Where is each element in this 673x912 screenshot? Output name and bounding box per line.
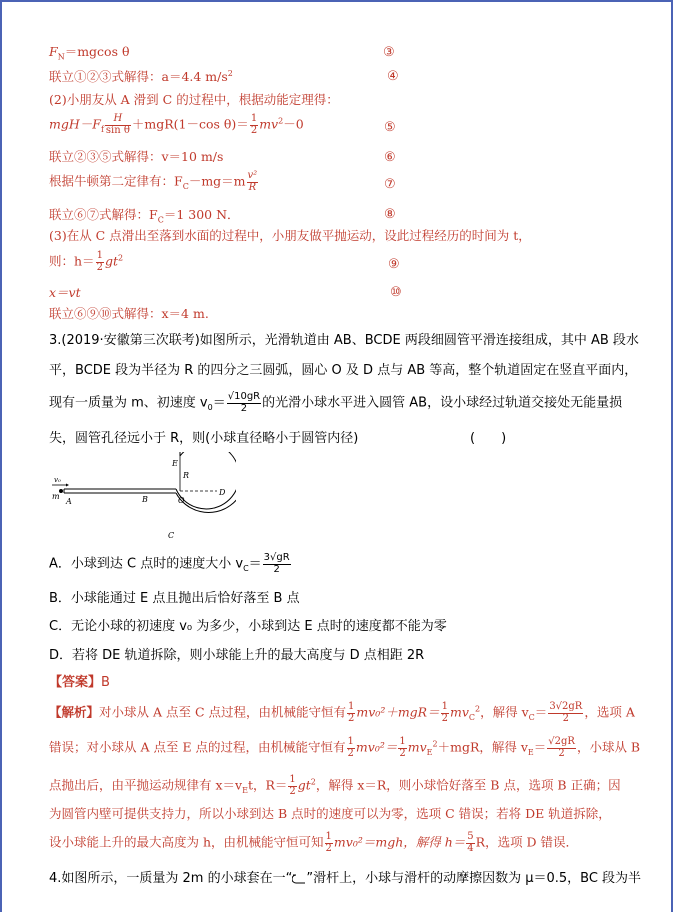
label-d: D — [219, 488, 226, 497]
solution-line: (2)小朋友从 A 滑到 C 的过程中，根据动能定理得： — [49, 92, 339, 107]
analysis-line-2: 错误；对小球从 A 点至 E 点的过程，由机械能守恒有 $\frac{1}{2}$ mv₀²＝ $\frac{1}{2}$ $mv_E^2+mgR$，解得 $v_E=$ $\frac{√2gR}{2}$ ，小球从 B — [49, 736, 641, 759]
answer-paren: ( ) — [470, 431, 507, 446]
analysis-line-5: 设小球能上升的最大高度为 h，由机械能守恒可知 $\frac{1}{2}$ mv₀²＝mgh，解得 h＝ $\frac{5}{4}$ R，选项 D 错误． — [49, 831, 579, 854]
equation-number: ⑤ — [384, 120, 396, 135]
solution-line: 联立①②③式解得：a＝4.4 $m/s^2$ — [49, 69, 233, 85]
track-diagram — [46, 452, 236, 544]
next-question-text: 4.如图所示，一质量为 2m 的小球套在一“ ”滑杆上，小球与滑杆的动摩擦因数为 μ＝0.5，BC 段为半 — [49, 871, 642, 886]
equation-number: ⑩ — [390, 285, 402, 300]
label-v0: v₀ — [54, 476, 61, 484]
option-d: D．若将 DE 轨道拆除，则小球能上升的最大高度与 D 点相距 2R — [49, 648, 425, 663]
equation-number: ⑥ — [384, 150, 396, 165]
equation-line-7: 根据牛顿第二定律有：$F_C-mg=m$ $\frac{\text{v²}}{R}$ — [49, 170, 258, 193]
solution-line: 联立⑥⑦式解得：$F_C=1$ 300 N． — [49, 207, 240, 225]
equation-number: ④ — [387, 69, 399, 84]
answer-line: 【答案】B — [49, 675, 110, 690]
label-a: A — [66, 497, 72, 506]
page-top-border — [0, 0, 673, 14]
analysis-line-1: 【解析】对小球从 A 点至 C 点过程，由机械能守恒有 $\frac{1}{2}$ mv₀²＋mgR＝ $\frac{1}{2}$ $mv_C^2$，解得 $v_C=$ $\frac{3√2gR}{2}$ ，选项 A — [49, 701, 635, 724]
equation-line-5: $mgH-F_f$ $\frac{H}{\text{sin θ}}$ ＋mgR(1－cos θ)＝ $\frac{1}{2}$ $mv^2-0$ — [49, 113, 304, 136]
option-c: C．无论小球的初速度 v₀ 为多少，小球到达 E 点时的速度都不能为零 — [49, 619, 447, 634]
equation-number: ⑦ — [384, 177, 396, 192]
solution-line: x＝vt — [49, 285, 81, 300]
question-text: 现有一质量为 m、初速度 $v_0=$ $\frac{√10gR}{2}$ 的光滑小球水平进入圆管 AB，设小球经过轨道交接处无能量损 — [49, 391, 623, 414]
equation-line-9: 则：h＝ $\frac{1}{2}$ $gt^2$ — [49, 250, 124, 273]
page-left-border — [0, 0, 2, 912]
question-text: 3.(2019·安徽第三次联考)如图所示，光滑轨道由 AB、BCDE 两段细圆管平滑连接组成，其中 AB 段水 — [49, 333, 639, 348]
solution-line: 联立⑥⑨⑩式解得：x＝4 m. — [49, 306, 209, 321]
solution-line: 联立②③⑤式解得：v＝10 m/s — [49, 149, 224, 164]
question-text: 失，圆管孔径远小于 R，则(小球直径略小于圆管内径) — [49, 431, 359, 446]
option-b: B．小球能通过 E 点且抛出后恰好落至 B 点 — [49, 591, 300, 606]
equation-number: ⑨ — [388, 257, 400, 272]
equation-line-3: $F_N=mgcos$ θ — [49, 44, 130, 62]
analysis-line-3: 点抛出后，由平抛运动规律有 $x=v_Et$，R＝ $\frac{1}{2}$ $gt^2$，解得 x＝R，则小球恰好落至 B 点，选项 B 正确；因 — [49, 774, 621, 797]
label-b: B — [142, 495, 148, 504]
label-o: O — [178, 496, 185, 505]
label-c: C — [168, 531, 175, 540]
question-text: 平，BCDE 段为半径为 R 的四分之三圆弧，圆心 O 及 D 点与 AB 等高，整个轨道固定在竖直平面内， — [49, 363, 638, 378]
analysis-line-4: 为圆管内壁可提供支持力，所以小球到达 B 点时的速度可以为零，选项 C 错误；若将 DE 轨道拆除， — [49, 806, 611, 821]
rod-shape-icon — [292, 874, 306, 884]
arc-outer — [176, 452, 236, 512]
label-m: m — [52, 492, 60, 501]
arc-inner — [176, 452, 236, 509]
equation-number: ③ — [383, 45, 395, 60]
option-a: A．小球到达 C 点时的速度大小 $v_C=$ $\frac{3√gR}{2}$ — [49, 552, 290, 575]
label-e: E — [172, 459, 178, 468]
ball-m — [59, 489, 63, 493]
solution-line: (3)在从 C 点滑出至落到水面的过程中，小朋友做平抛运动，设此过程经历的时间为 t， — [49, 228, 531, 243]
equation-number: ⑧ — [384, 207, 396, 222]
label-r: R — [183, 471, 190, 480]
